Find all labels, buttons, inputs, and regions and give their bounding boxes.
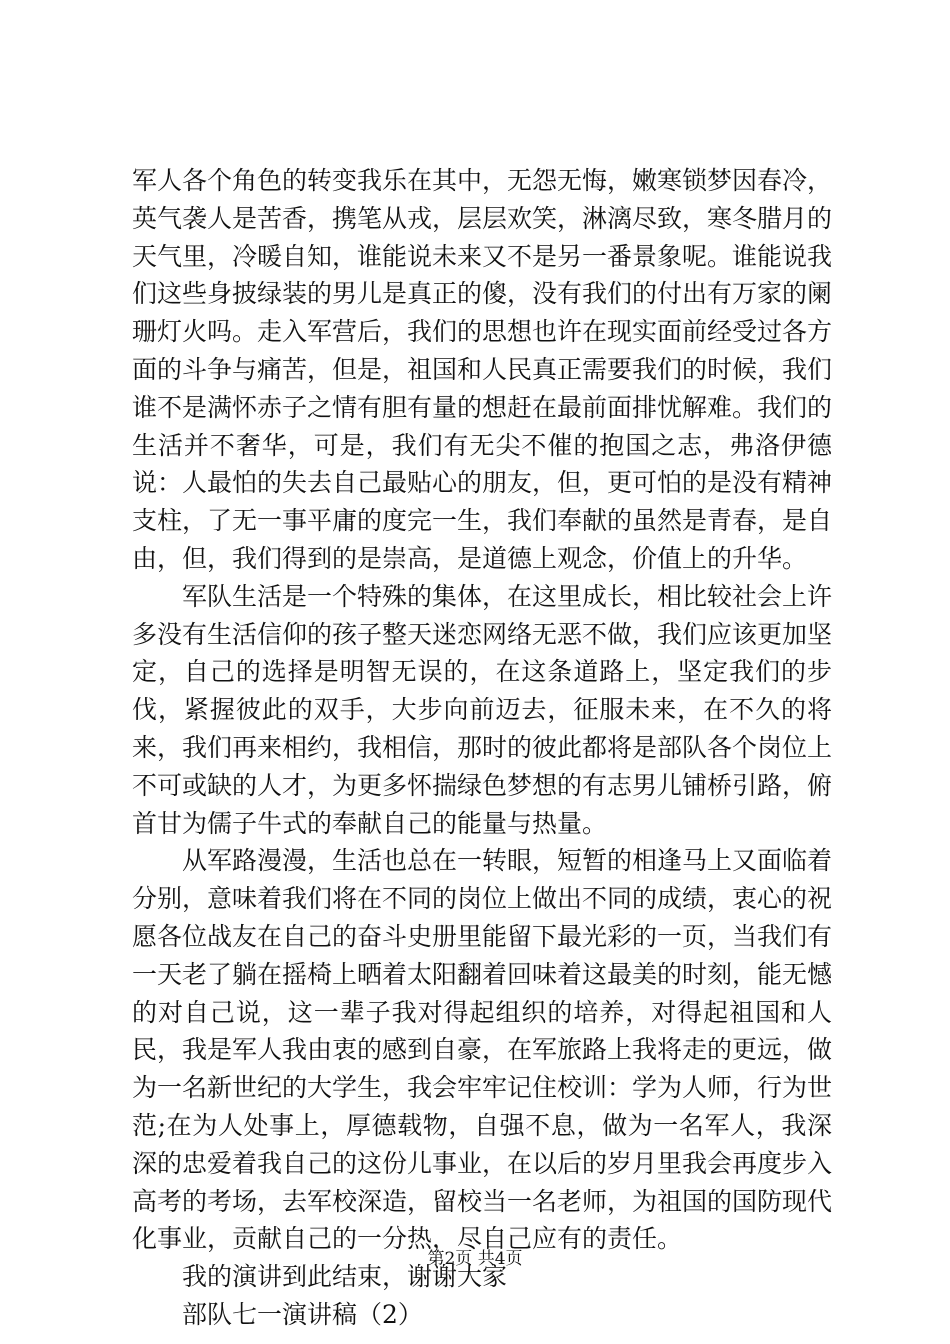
- closing-line: 我的演讲到此结束，谢谢大家: [182, 1262, 508, 1292]
- body-paragraph: 从军路漫漫，生活也总在一转眼，短暂的相逢马上又面临着分别，意味着我们将在不同的岗位上做出不同的成绩，衷心的祝愿各位战友在自己的奋斗史册里能留下最光彩的一页，当我们有一天老了躺在摇椅上晒着太阳翻着回味着这最美的时刻，能无憾的对自己说，这一辈子我对得起组织的培养，对得起祖国和人民，我是军人我由衷的感到自豪，在军旅路上我将走的更远，做为一名新世纪的大学生，我会牢牢记住校训：学为人师，行为世范;在为人处事上，厚德载物，自强不息，做为一名军人，我深深的忠爱着我自己的这份儿事业，在以后的岁月里我会再度步入高考的考场，去军校深造，留校当一名老师，为祖国的国防现代化事业，贡献自己的一分热，尽自己应有的责任。: [132, 846, 833, 1254]
- body-paragraph: 军人各个角色的转变我乐在其中，无怨无悔，嫩寒锁梦因春冷，英气袭人是苦香，携笔从戎，层层欢笑，淋漓尽致，寒冬腊月的天气里，冷暖自知，谁能说未来又不是另一番景象呢。谁能说我们这些身披绿装的男儿是真正的傻，没有我们的付出有万家的阑珊灯火吗。走入军营后，我们的思想也许在现实面前经受过各方面的斗争与痛苦，但是，祖国和人民真正需要我们的时候，我们谁不是满怀赤子之情有胆有量的想赶在最前面排忧解难。我们的生活并不奢华，可是，我们有无尖不催的抱国之志，弗洛伊德说：人最怕的失去自己最贴心的朋友，但，更可怕的是没有精神支柱，了无一事平庸的度完一生，我们奉献的虽然是青春，是自由，但，我们得到的是崇高，是道德上观念，价值上的升华。: [132, 166, 833, 573]
- page-number-footer: 第2页 共4页: [427, 1249, 523, 1269]
- document-body: [132, 162, 832, 1334]
- next-section-title: 部队七一演讲稿（2）: [182, 1299, 423, 1329]
- body-paragraph: 军队生活是一个特殊的集体，在这里成长，相比较社会上许多没有生活信仰的孩子整天迷恋网络无恶不做，我们应该更加坚定，自己的选择是明智无误的，在这条道路上，坚定我们的步伐，紧握彼此的双手，大步向前迈去，征服未来，在不久的将来，我们再来相约，我相信，那时的彼此都将是部队各个岗位上不可或缺的人才，为更多怀揣绿色梦想的有志男儿铺桥引路，俯首甘为儒子牛式的奉献自己的能量与热量。: [132, 581, 833, 838]
